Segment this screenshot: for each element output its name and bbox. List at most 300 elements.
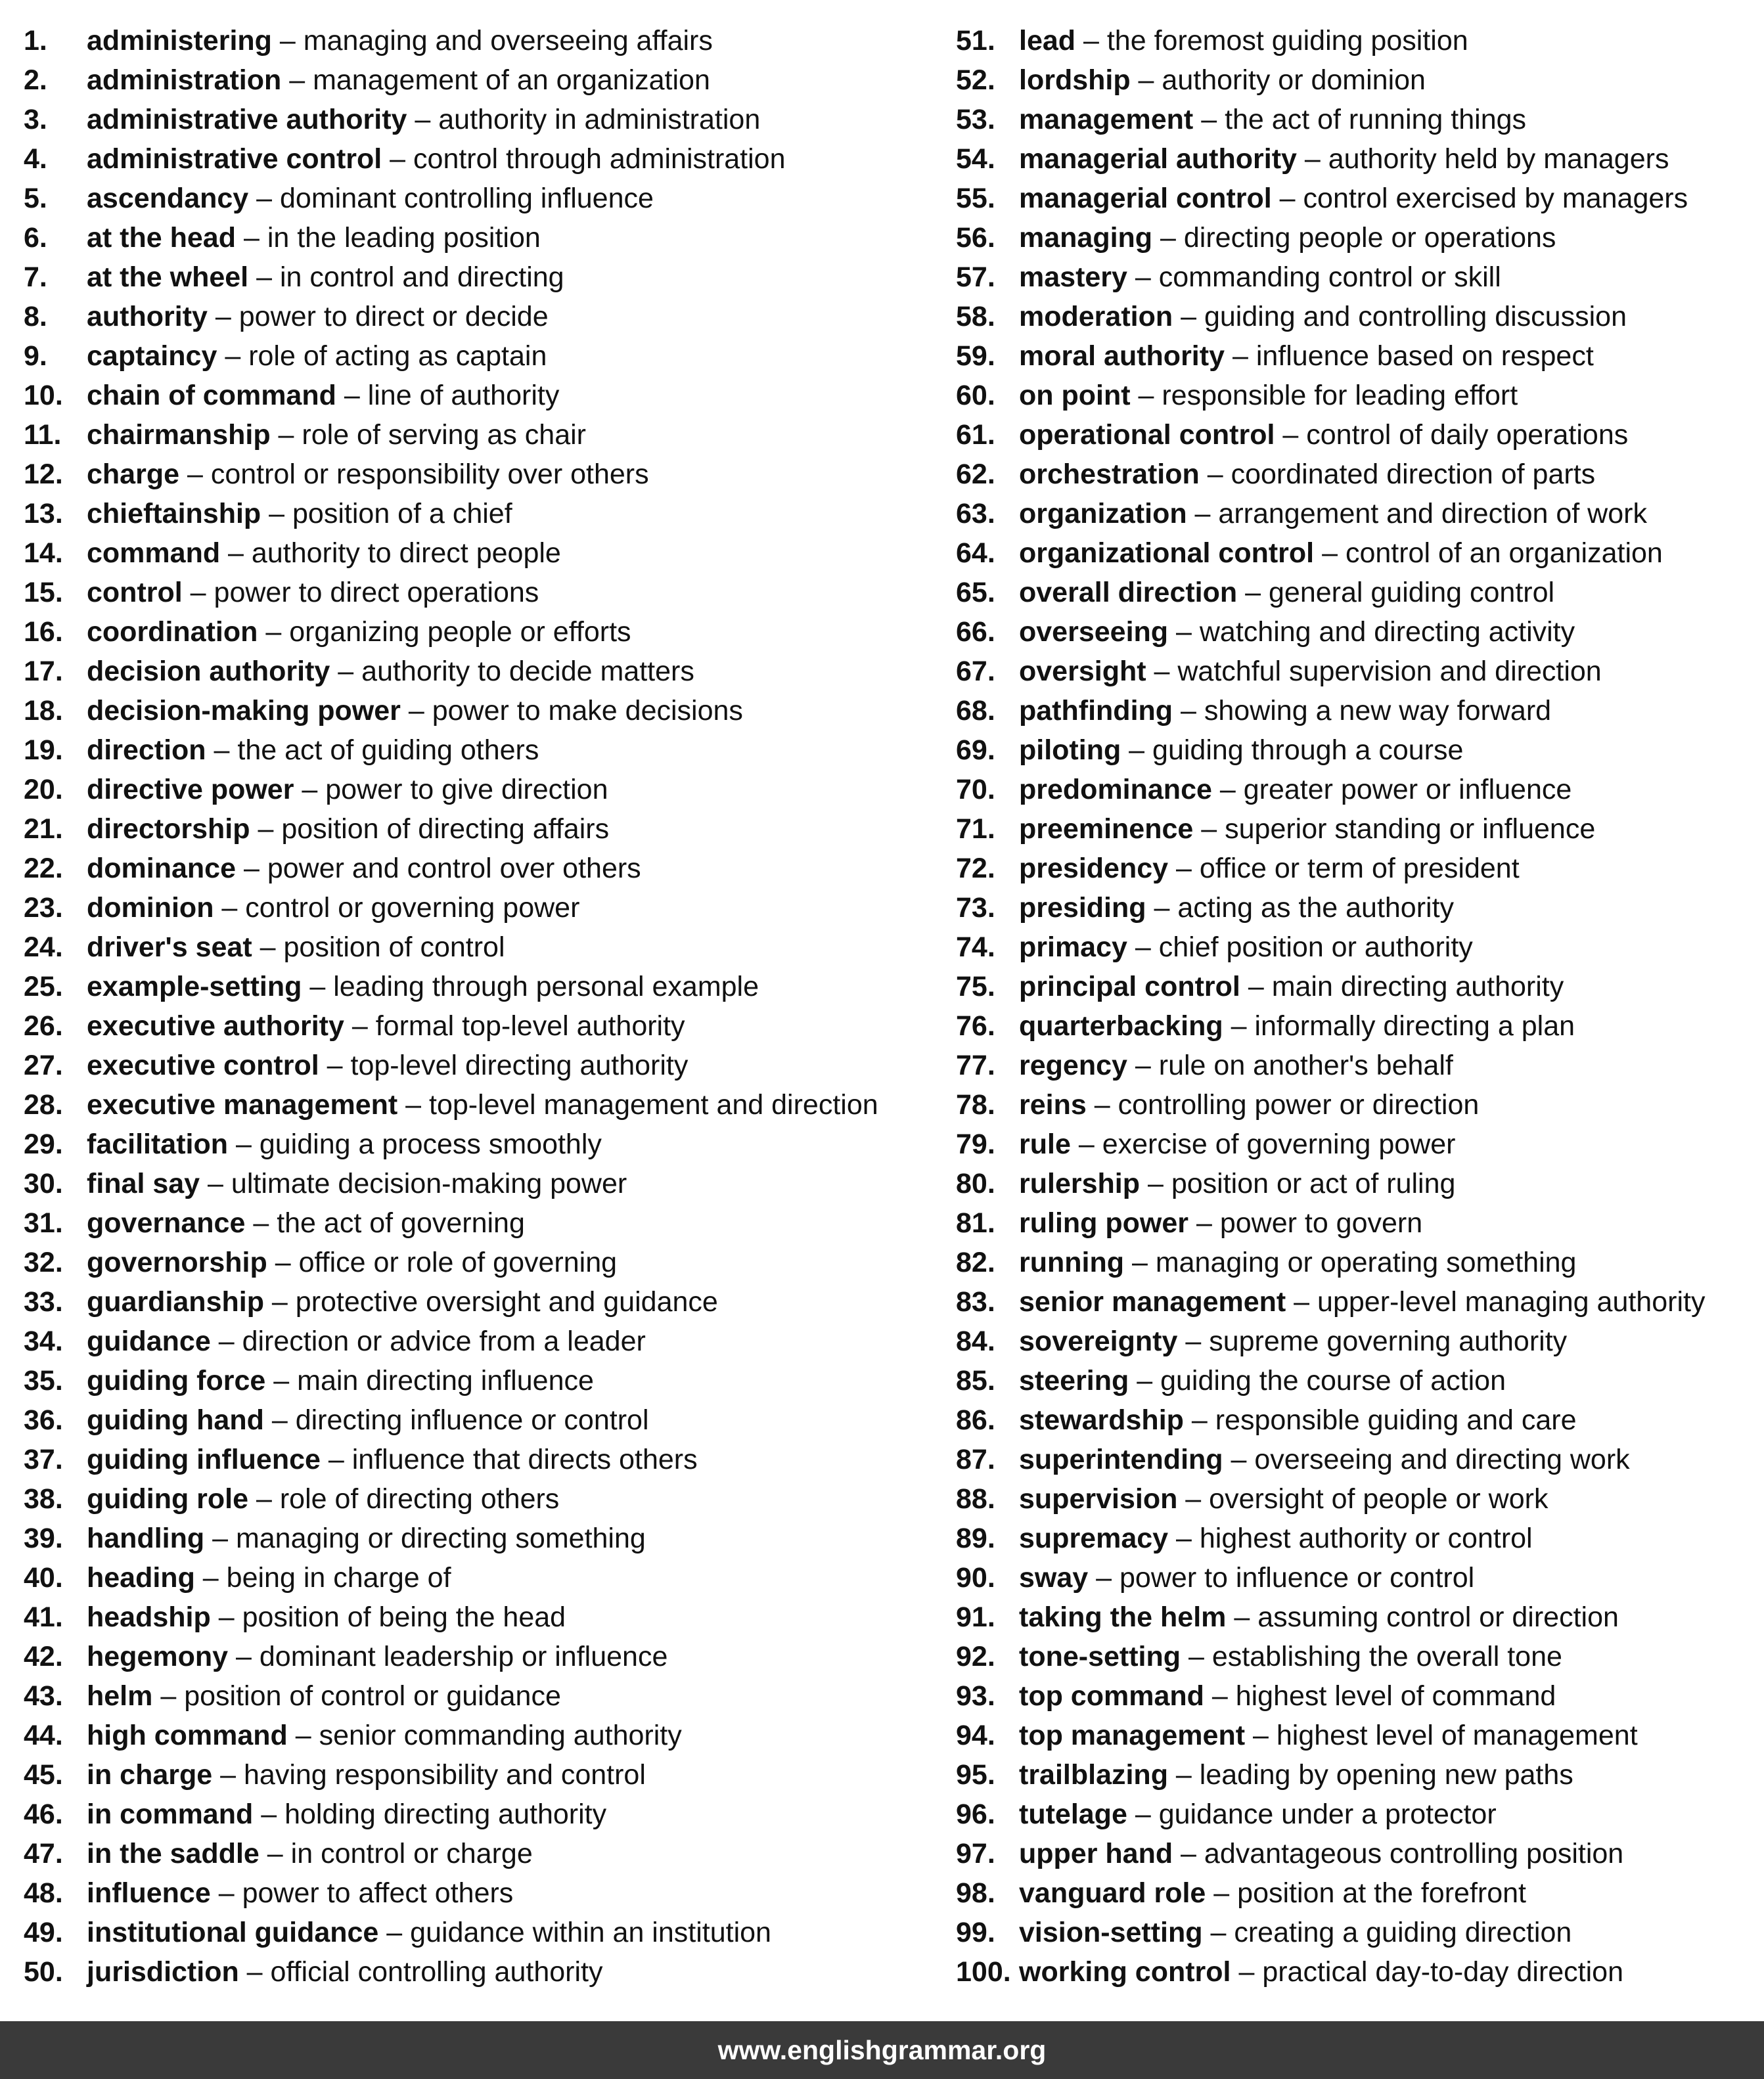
list-item bbox=[956, 1795, 1754, 1834]
item-term: in charge bbox=[87, 1759, 213, 1791]
item-term: vision-setting bbox=[1019, 1917, 1203, 1948]
item-number: 25. bbox=[24, 971, 63, 1002]
list-item bbox=[24, 1558, 930, 1598]
item-term: taking the helm bbox=[1019, 1601, 1227, 1633]
list-item bbox=[956, 1006, 1754, 1046]
item-number: 72. bbox=[956, 853, 995, 884]
item-number: 21. bbox=[24, 813, 63, 845]
item-number: 85. bbox=[956, 1365, 995, 1397]
item-number: 24. bbox=[24, 931, 63, 963]
list-item bbox=[956, 139, 1754, 179]
item-dash: – bbox=[1177, 1483, 1210, 1515]
item-dash: – bbox=[1183, 1404, 1215, 1436]
item-number: 4. bbox=[24, 143, 47, 175]
right-column-list bbox=[956, 21, 1754, 1992]
item-definition: greater power or influence bbox=[1243, 774, 1572, 805]
list-item bbox=[956, 336, 1754, 376]
list-item bbox=[956, 1125, 1754, 1164]
item-definition: acting as the authority bbox=[1177, 892, 1455, 924]
item-term: supremacy bbox=[1019, 1523, 1169, 1554]
item-dash: – bbox=[1223, 1010, 1255, 1042]
item-dash: – bbox=[1223, 1444, 1255, 1475]
item-dash: – bbox=[212, 1759, 244, 1791]
list-item bbox=[24, 770, 930, 809]
list-item bbox=[956, 218, 1754, 257]
item-term: executive control bbox=[87, 1050, 319, 1081]
item-number: 90. bbox=[956, 1562, 995, 1594]
item-definition: dominant leadership or influence bbox=[259, 1641, 668, 1672]
list-item bbox=[24, 1952, 930, 1992]
item-body bbox=[87, 1203, 525, 1243]
item-term: in command bbox=[87, 1799, 254, 1830]
item-definition: role of acting as captain bbox=[248, 340, 547, 372]
list-item bbox=[956, 1913, 1754, 1952]
item-term: heading bbox=[87, 1562, 195, 1594]
item-number: 75. bbox=[956, 971, 995, 1002]
item-body bbox=[87, 1243, 617, 1282]
item-dash: – bbox=[1129, 1365, 1161, 1397]
item-definition: establishing the overall tone bbox=[1211, 1641, 1562, 1672]
item-body bbox=[1019, 770, 1572, 809]
list-item bbox=[956, 1203, 1754, 1243]
item-body bbox=[1019, 1400, 1577, 1440]
list-item bbox=[24, 1676, 930, 1716]
item-term: captaincy bbox=[87, 340, 217, 372]
item-dash: – bbox=[1177, 1326, 1210, 1357]
list-item bbox=[24, 1755, 930, 1795]
item-number: 38. bbox=[24, 1483, 63, 1515]
list-item bbox=[956, 730, 1754, 770]
item-dash: – bbox=[200, 1168, 231, 1199]
item-definition: directing influence or control bbox=[295, 1404, 649, 1436]
item-dash: – bbox=[1124, 1247, 1156, 1278]
item-number: 45. bbox=[24, 1759, 63, 1791]
item-body bbox=[87, 179, 654, 218]
item-definition: authority or dominion bbox=[1162, 64, 1426, 96]
list-item bbox=[24, 139, 930, 179]
item-term: vanguard role bbox=[1019, 1877, 1206, 1909]
item-number: 41. bbox=[24, 1601, 63, 1633]
item-term: executive management bbox=[87, 1089, 398, 1121]
item-number: 60. bbox=[956, 380, 995, 411]
item-body bbox=[87, 809, 609, 849]
list-item bbox=[956, 1676, 1754, 1716]
list-item bbox=[24, 1361, 930, 1400]
list-item bbox=[956, 1873, 1754, 1913]
list-item bbox=[956, 60, 1754, 100]
item-body bbox=[1019, 1873, 1526, 1913]
item-number: 62. bbox=[956, 458, 995, 490]
item-term: guardianship bbox=[87, 1286, 264, 1318]
item-dash: – bbox=[1225, 340, 1256, 372]
item-term: lead bbox=[1019, 25, 1076, 56]
item-number: 56. bbox=[956, 222, 995, 254]
item-definition: organizing people or efforts bbox=[289, 616, 631, 648]
item-term: overall direction bbox=[1019, 577, 1238, 608]
list-item bbox=[24, 928, 930, 967]
list-item bbox=[956, 1558, 1754, 1598]
list-item bbox=[24, 1164, 930, 1203]
item-term: institutional guidance bbox=[87, 1917, 379, 1948]
item-definition: highest level of command bbox=[1235, 1680, 1556, 1712]
item-number: 76. bbox=[956, 1010, 995, 1042]
item-number: 34. bbox=[24, 1326, 63, 1357]
list-item bbox=[956, 691, 1754, 730]
item-body bbox=[87, 730, 539, 770]
list-item bbox=[956, 1637, 1754, 1676]
item-body bbox=[1019, 652, 1602, 691]
item-term: high command bbox=[87, 1720, 288, 1751]
item-dash: – bbox=[248, 1483, 280, 1515]
item-number: 97. bbox=[956, 1838, 995, 1869]
item-dash: – bbox=[281, 64, 313, 96]
list-item bbox=[956, 494, 1754, 533]
item-number: 37. bbox=[24, 1444, 63, 1475]
item-term: senior management bbox=[1019, 1286, 1286, 1318]
item-body bbox=[87, 1479, 559, 1519]
item-definition: control exercised by managers bbox=[1303, 183, 1688, 214]
item-body bbox=[87, 297, 549, 336]
item-dash: – bbox=[1187, 498, 1219, 529]
item-body bbox=[1019, 1085, 1479, 1125]
item-number: 49. bbox=[24, 1917, 63, 1948]
item-dash: – bbox=[220, 537, 252, 569]
item-number: 30. bbox=[24, 1168, 63, 1199]
list-item bbox=[24, 100, 930, 139]
item-dash: – bbox=[1296, 143, 1328, 175]
item-definition: top-level management and direction bbox=[429, 1089, 878, 1121]
list-item bbox=[24, 1046, 930, 1085]
item-term: directorship bbox=[87, 813, 250, 845]
item-term: facilitation bbox=[87, 1129, 229, 1160]
item-body bbox=[1019, 1558, 1474, 1598]
item-number: 68. bbox=[956, 695, 995, 727]
item-definition: control or responsibility over others bbox=[210, 458, 649, 490]
item-definition: guiding the course of action bbox=[1160, 1365, 1506, 1397]
item-definition: authority in administration bbox=[438, 104, 761, 135]
item-dash: – bbox=[259, 1838, 291, 1869]
item-dash: – bbox=[248, 183, 281, 214]
item-definition: arrangement and direction of work bbox=[1218, 498, 1647, 529]
list-item bbox=[24, 1203, 930, 1243]
item-body bbox=[87, 1164, 627, 1203]
item-definition: authority to direct people bbox=[251, 537, 561, 569]
list-item bbox=[956, 1085, 1754, 1125]
item-term: lordship bbox=[1019, 64, 1131, 96]
item-dash: – bbox=[253, 1799, 285, 1830]
list-item bbox=[956, 1243, 1754, 1282]
item-dash: – bbox=[1286, 1286, 1318, 1318]
item-number: 15. bbox=[24, 577, 63, 608]
item-dash: – bbox=[1199, 458, 1231, 490]
item-dash: – bbox=[397, 1089, 430, 1121]
item-body bbox=[87, 1440, 698, 1479]
item-definition: office or role of governing bbox=[298, 1247, 618, 1278]
item-dash: – bbox=[236, 853, 267, 884]
item-term: rule bbox=[1019, 1129, 1071, 1160]
list-item bbox=[24, 1913, 930, 1952]
item-body bbox=[87, 691, 743, 730]
item-number: 23. bbox=[24, 892, 63, 924]
list-item bbox=[24, 967, 930, 1006]
item-term: orchestration bbox=[1019, 458, 1200, 490]
item-dash: – bbox=[344, 1010, 376, 1042]
list-item bbox=[956, 967, 1754, 1006]
item-number: 35. bbox=[24, 1365, 63, 1397]
item-definition: control of an organization bbox=[1345, 537, 1663, 569]
item-number: 19. bbox=[24, 734, 63, 766]
item-number: 91. bbox=[956, 1601, 995, 1633]
item-body bbox=[1019, 494, 1647, 533]
item-term: example-setting bbox=[87, 971, 302, 1002]
item-definition: power to affect others bbox=[242, 1877, 514, 1909]
item-number: 3. bbox=[24, 104, 47, 135]
item-body bbox=[1019, 928, 1473, 967]
item-definition: holding directing authority bbox=[284, 1799, 607, 1830]
item-number: 31. bbox=[24, 1207, 63, 1239]
item-term: on point bbox=[1019, 380, 1131, 411]
item-body bbox=[87, 1558, 451, 1598]
item-definition: line of authority bbox=[367, 380, 560, 411]
item-number: 77. bbox=[956, 1050, 995, 1081]
item-definition: having responsibility and control bbox=[243, 1759, 646, 1791]
item-body bbox=[1019, 415, 1628, 455]
item-body bbox=[1019, 533, 1663, 573]
item-definition: position of control or guidance bbox=[184, 1680, 561, 1712]
item-term: administrative control bbox=[87, 143, 382, 175]
item-body bbox=[1019, 21, 1468, 60]
item-number: 43. bbox=[24, 1680, 63, 1712]
item-dash: – bbox=[1140, 1168, 1171, 1199]
item-number: 88. bbox=[956, 1483, 995, 1515]
item-dash: – bbox=[1127, 261, 1159, 293]
item-term: moderation bbox=[1019, 301, 1173, 332]
item-body bbox=[1019, 1125, 1455, 1164]
item-dash: – bbox=[1237, 577, 1269, 608]
footer-bar bbox=[0, 2021, 1764, 2079]
item-number: 58. bbox=[956, 301, 995, 332]
item-definition: control of daily operations bbox=[1306, 419, 1629, 451]
list-item bbox=[24, 1400, 930, 1440]
item-body bbox=[1019, 1676, 1556, 1716]
item-definition: oversight of people or work bbox=[1209, 1483, 1549, 1515]
item-body bbox=[87, 1046, 688, 1085]
item-term: ascendancy bbox=[87, 183, 249, 214]
list-item bbox=[956, 1440, 1754, 1479]
item-term: presiding bbox=[1019, 892, 1146, 924]
item-body bbox=[1019, 1952, 1623, 1992]
item-term: governance bbox=[87, 1207, 246, 1239]
list-item bbox=[24, 533, 930, 573]
item-body bbox=[87, 1322, 646, 1361]
list-item bbox=[956, 455, 1754, 494]
item-dash: – bbox=[1121, 734, 1153, 766]
item-body bbox=[87, 1125, 602, 1164]
list-item bbox=[24, 849, 930, 888]
list-item bbox=[24, 1243, 930, 1282]
item-term: regency bbox=[1019, 1050, 1127, 1081]
item-number: 71. bbox=[956, 813, 995, 845]
list-item bbox=[24, 1834, 930, 1873]
list-item bbox=[956, 928, 1754, 967]
item-term: governorship bbox=[87, 1247, 267, 1278]
item-dash: – bbox=[210, 1326, 242, 1357]
item-definition: position of being the head bbox=[242, 1601, 566, 1633]
item-term: rulership bbox=[1019, 1168, 1140, 1199]
item-term: steering bbox=[1019, 1365, 1129, 1397]
item-dash: – bbox=[302, 971, 334, 1002]
item-term: managerial control bbox=[1019, 183, 1272, 214]
list-item bbox=[956, 415, 1754, 455]
item-body bbox=[87, 139, 786, 179]
item-number: 13. bbox=[24, 498, 63, 529]
item-body bbox=[87, 376, 559, 415]
list-item bbox=[24, 1795, 930, 1834]
item-dash: – bbox=[206, 734, 238, 766]
list-item bbox=[24, 415, 930, 455]
item-term: top command bbox=[1019, 1680, 1204, 1712]
item-definition: creating a guiding direction bbox=[1234, 1917, 1572, 1948]
item-dash: – bbox=[378, 1917, 411, 1948]
item-term: guidance bbox=[87, 1326, 211, 1357]
item-number: 10. bbox=[24, 380, 63, 411]
list-item bbox=[956, 297, 1754, 336]
item-definition: power to direct operations bbox=[214, 577, 539, 608]
item-number: 83. bbox=[956, 1286, 995, 1318]
list-item bbox=[24, 455, 930, 494]
item-body bbox=[1019, 1637, 1562, 1676]
item-definition: position of directing affairs bbox=[281, 813, 610, 845]
item-term: handling bbox=[87, 1523, 205, 1554]
item-definition: directing people or operations bbox=[1183, 222, 1556, 254]
item-dash: – bbox=[179, 458, 211, 490]
item-body bbox=[1019, 967, 1564, 1006]
item-definition: managing and overseeing affairs bbox=[303, 25, 713, 56]
item-term: quarterbacking bbox=[1019, 1010, 1223, 1042]
item-definition: authority to decide matters bbox=[361, 656, 694, 687]
list-item bbox=[956, 1361, 1754, 1400]
item-term: at the wheel bbox=[87, 261, 249, 293]
item-dash: – bbox=[1193, 104, 1225, 135]
item-definition: the foremost guiding position bbox=[1106, 25, 1468, 56]
item-dash: – bbox=[252, 931, 284, 963]
item-number: 14. bbox=[24, 537, 63, 569]
item-body bbox=[1019, 1322, 1567, 1361]
item-definition: guidance within an institution bbox=[410, 1917, 771, 1948]
item-definition: in control and directing bbox=[279, 261, 564, 293]
item-dash: – bbox=[1168, 1523, 1200, 1554]
item-definition: managing or operating something bbox=[1155, 1247, 1577, 1278]
item-body bbox=[1019, 1440, 1630, 1479]
item-body bbox=[87, 455, 649, 494]
item-body bbox=[87, 1519, 646, 1558]
item-number: 42. bbox=[24, 1641, 63, 1672]
item-dash: – bbox=[1188, 1207, 1220, 1239]
item-number: 16. bbox=[24, 616, 63, 648]
list-item bbox=[956, 1164, 1754, 1203]
item-term: supervision bbox=[1019, 1483, 1178, 1515]
item-definition: the act of governing bbox=[277, 1207, 525, 1239]
item-term: decision authority bbox=[87, 656, 330, 687]
item-dash: – bbox=[1167, 1759, 1200, 1791]
item-number: 33. bbox=[24, 1286, 63, 1318]
item-definition: practical day-to-day direction bbox=[1262, 1956, 1624, 1988]
item-body bbox=[87, 336, 547, 376]
item-number: 52. bbox=[956, 64, 995, 96]
item-term: final say bbox=[87, 1168, 200, 1199]
item-number: 63. bbox=[956, 498, 995, 529]
item-definition: chief position or authority bbox=[1158, 931, 1473, 963]
item-term: running bbox=[1019, 1247, 1125, 1278]
item-body bbox=[1019, 100, 1526, 139]
item-number: 100. bbox=[956, 1956, 1011, 1988]
item-body bbox=[87, 494, 512, 533]
item-number: 80. bbox=[956, 1168, 995, 1199]
item-number: 59. bbox=[956, 340, 995, 372]
item-number: 7. bbox=[24, 261, 47, 293]
item-term: chieftainship bbox=[87, 498, 261, 529]
item-definition: position of a chief bbox=[292, 498, 512, 529]
item-dash: – bbox=[1245, 1720, 1277, 1751]
item-body bbox=[87, 928, 505, 967]
item-definition: management of an organization bbox=[313, 64, 710, 96]
item-dash: – bbox=[1275, 419, 1307, 451]
item-number: 46. bbox=[24, 1799, 63, 1830]
item-term: administrative authority bbox=[87, 104, 407, 135]
list-item bbox=[24, 1322, 930, 1361]
item-definition: informally directing a plan bbox=[1254, 1010, 1575, 1042]
item-body bbox=[1019, 1046, 1453, 1085]
list-item bbox=[956, 770, 1754, 809]
item-term: administering bbox=[87, 25, 272, 56]
item-body bbox=[87, 257, 564, 297]
list-item bbox=[24, 1637, 930, 1676]
item-number: 51. bbox=[956, 25, 995, 56]
item-term: authority bbox=[87, 301, 208, 332]
item-term: moral authority bbox=[1019, 340, 1225, 372]
item-dash: – bbox=[1168, 616, 1200, 648]
list-item bbox=[24, 1716, 930, 1755]
item-definition: being in charge of bbox=[226, 1562, 451, 1594]
item-definition: controlling power or direction bbox=[1118, 1089, 1480, 1121]
item-term: overseeing bbox=[1019, 616, 1169, 648]
item-number: 53. bbox=[956, 104, 995, 135]
item-body bbox=[87, 1952, 602, 1992]
list-item bbox=[24, 1598, 930, 1637]
list-item bbox=[24, 179, 930, 218]
item-dash: – bbox=[320, 1444, 352, 1475]
item-dash: – bbox=[407, 104, 439, 135]
item-number: 8. bbox=[24, 301, 47, 332]
list-item bbox=[24, 21, 930, 60]
item-body bbox=[1019, 257, 1501, 297]
item-number: 92. bbox=[956, 1641, 995, 1672]
item-number: 29. bbox=[24, 1129, 63, 1160]
item-body bbox=[1019, 1755, 1573, 1795]
list-item bbox=[956, 652, 1754, 691]
item-dash: – bbox=[1173, 1838, 1204, 1869]
item-body bbox=[1019, 849, 1520, 888]
item-dash: – bbox=[1075, 25, 1107, 56]
item-term: ruling power bbox=[1019, 1207, 1188, 1239]
item-definition: advantageous controlling position bbox=[1204, 1838, 1624, 1869]
item-number: 28. bbox=[24, 1089, 63, 1121]
item-term: helm bbox=[87, 1680, 153, 1712]
list-item bbox=[24, 1006, 930, 1046]
item-body bbox=[1019, 1243, 1576, 1282]
item-dash: – bbox=[1130, 380, 1162, 411]
item-definition: official controlling authority bbox=[270, 1956, 603, 1988]
